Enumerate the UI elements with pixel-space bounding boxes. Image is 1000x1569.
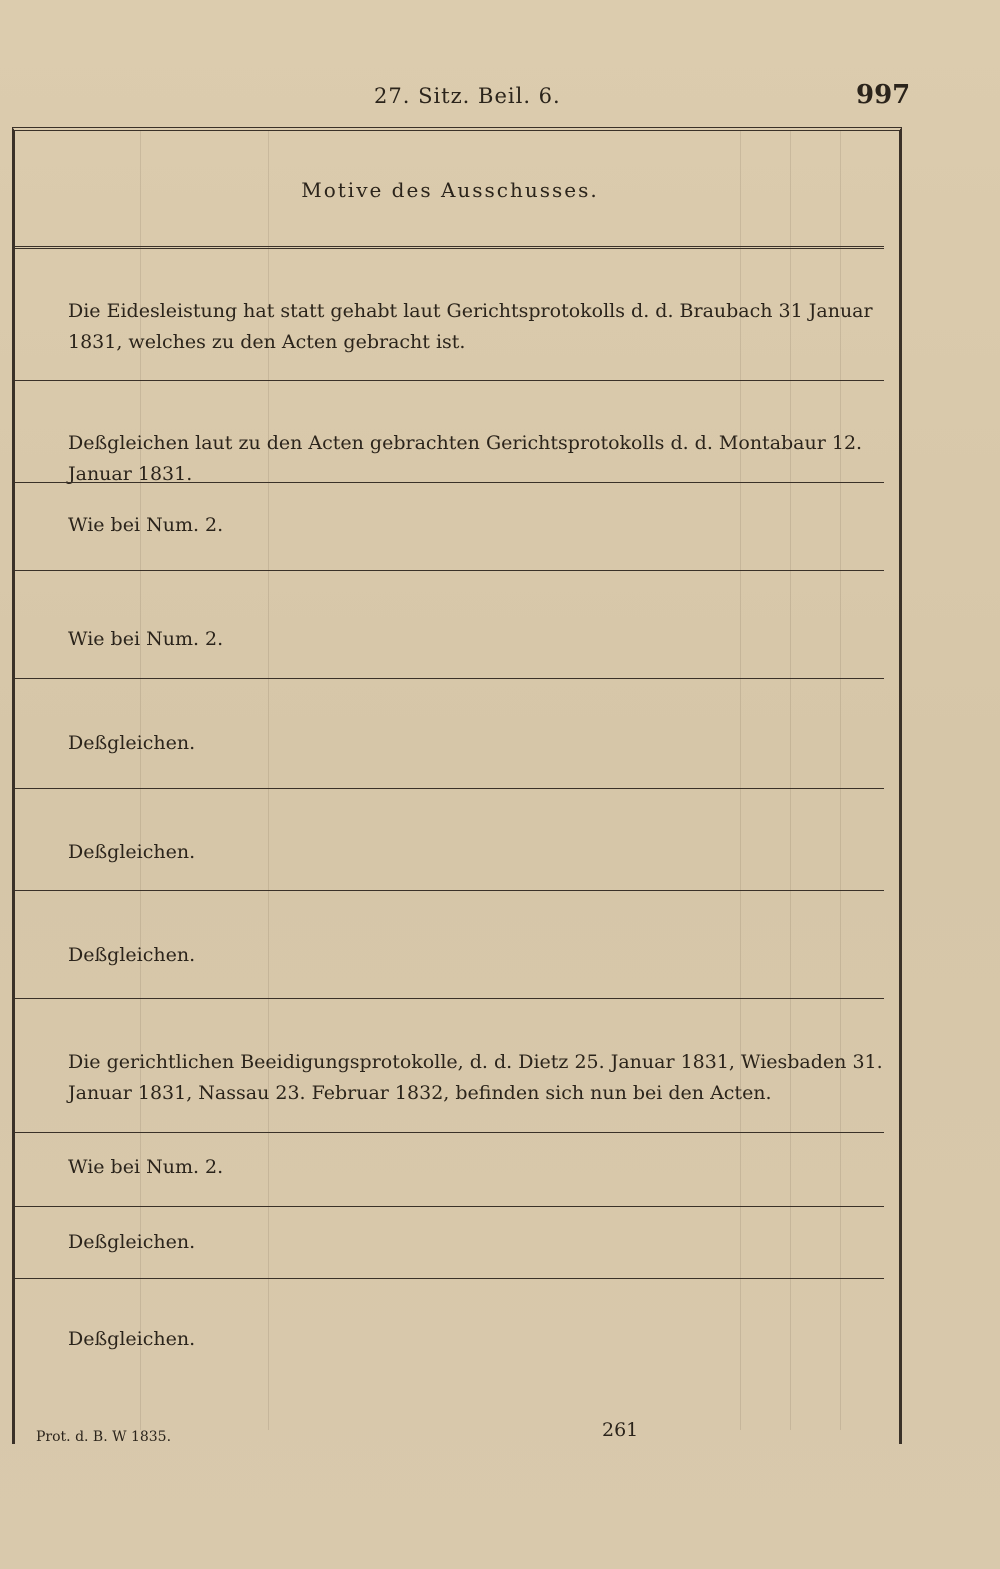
divider bbox=[14, 788, 884, 789]
signature-number: 261 bbox=[602, 1419, 639, 1441]
entry-3: Wie bei Num. 2. bbox=[68, 514, 224, 536]
entry-1 bbox=[24, 296, 886, 358]
entry-text: Die gerichtlichen Beeidigungsprotokolle, d. d. Dietz 25. Januar 1831, Wiesbaden 31. Januar 1831, Nassau 23. Februar 1832, befinden sich nun bei den Acten. bbox=[68, 1051, 883, 1104]
divider bbox=[14, 890, 884, 891]
column-title: Motive des Ausschusses. bbox=[301, 178, 599, 202]
divider bbox=[14, 1206, 884, 1207]
entry-text: Die Eidesleistung hat statt gehabt laut Gerichtsprotokolls d. d. Braubach 31 Januar 1831, welches zu den Acten gebracht ist. bbox=[68, 300, 873, 353]
entry-4: Wie bei Num. 2. bbox=[68, 628, 224, 650]
divider bbox=[14, 380, 884, 381]
entry-5: Deßgleichen. bbox=[68, 732, 196, 754]
divider bbox=[14, 570, 884, 571]
entry-9: Wie bei Num. 2. bbox=[68, 1156, 224, 1178]
entry-6: Deßgleichen. bbox=[68, 841, 196, 863]
entry-7: Deßgleichen. bbox=[68, 944, 196, 966]
entry-11: Deßgleichen. bbox=[68, 1328, 196, 1350]
entry-8 bbox=[24, 1047, 886, 1109]
page-number: 997 bbox=[856, 80, 911, 110]
divider bbox=[14, 998, 884, 999]
divider bbox=[14, 246, 884, 249]
running-head: 27. Sitz. Beil. 6. bbox=[374, 84, 561, 108]
divider bbox=[14, 1278, 884, 1279]
divider bbox=[14, 482, 884, 483]
divider bbox=[14, 678, 884, 679]
divider bbox=[14, 1132, 884, 1133]
entry-text: Deßgleichen laut zu den Acten gebrachten Gerichtsprotokolls d. d. Montabaur 12. Januar 1831. bbox=[68, 432, 863, 485]
entry-2 bbox=[24, 428, 886, 490]
entry-10: Deßgleichen. bbox=[68, 1231, 196, 1253]
running-header bbox=[0, 80, 1000, 114]
footer-signature: Prot. d. B. W 1835. bbox=[36, 1429, 172, 1445]
